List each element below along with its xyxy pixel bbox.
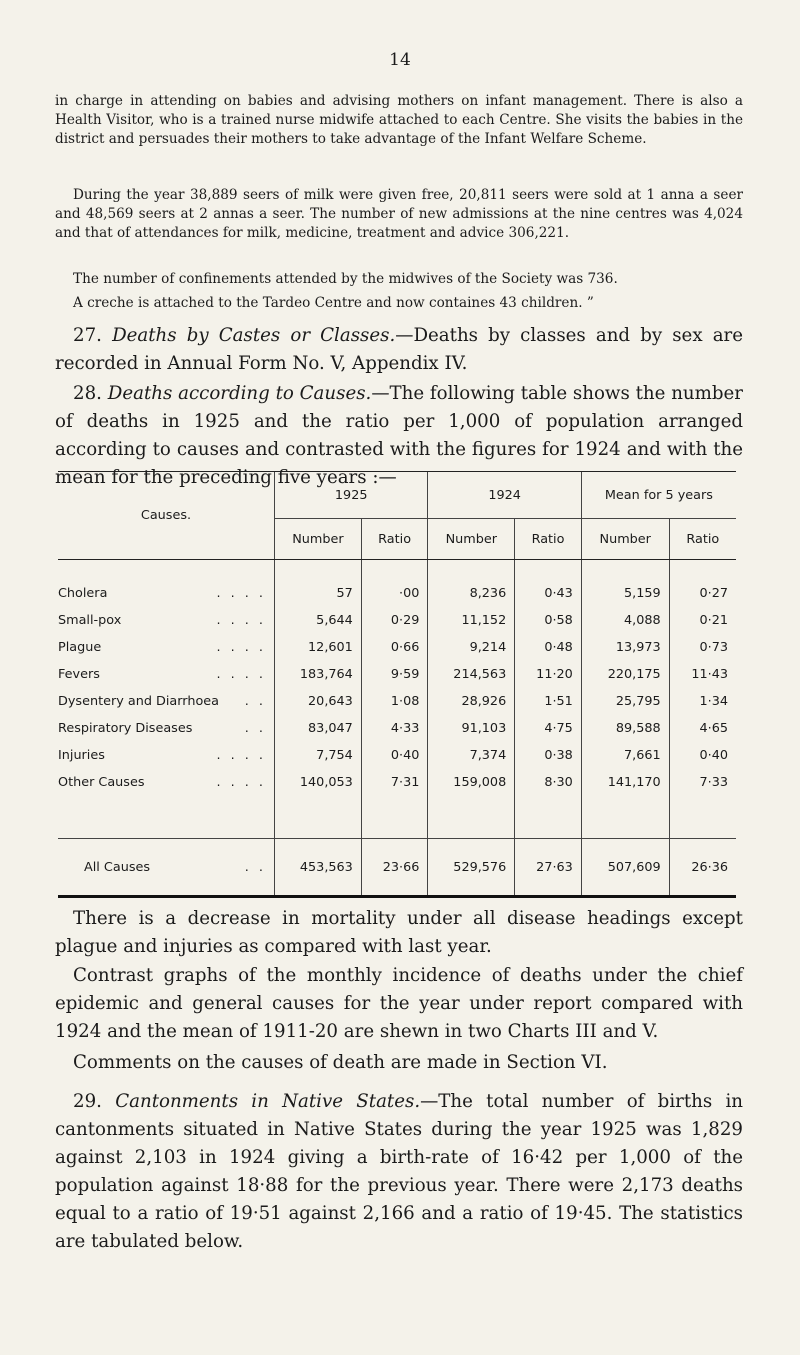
leader-dots: . . . . [216,640,266,655]
value-cell: 20,643 [275,688,362,715]
leader-dots: . . . . [216,586,266,601]
page-number: 14 [389,50,411,70]
cause-label: Other Causes [58,775,145,790]
value-cell: 7,374 [428,742,515,769]
intro-paragraph-1: in charge in attending on babies and advising mothers on infant management. There is also a Health Visitor, who is a trained nurse midwife attached to each Centre. She visits the babies in the district and persuades their mothers to take advantage of the Infant Welfare Scheme. [55,93,743,147]
value-cell: 5,159 [581,580,669,607]
section-28-heading: Deaths according to Causes. [107,383,372,404]
section-28-number: 28. [73,383,102,404]
value-cell: 11·20 [515,661,582,688]
cause-cell [58,607,275,634]
after-table-paragraph-3: Comments on the causes of death are made in Section VI. [73,1052,608,1073]
value-cell: 13,973 [581,634,669,661]
value-cell: 141,170 [581,769,669,796]
section-27-number: 27. [73,325,102,346]
total-value: 453,563 [275,839,362,897]
section-27-heading: Deaths by Castes or Classes. [112,325,396,346]
value-cell: 8,236 [428,580,515,607]
section-29-text: —The total number of births in cantonments situated in Native States during the year 1925 was 1,829 against 2,103 in 1924 giving a birth-rate of 16·42 per 1,000 of the population against 18·88 for the previous year. There were 2,173 deaths equal to a ratio of 19·51 against 2,166 and a ratio of 19·45. The statistics are tabulated below. [55,1091,743,1252]
section-27-text: —Deaths by classes and by sex are recorded in Annual Form No. V, Appendix IV. [55,325,743,374]
value-cell: 1·08 [361,688,428,715]
cause-cell [58,715,275,742]
cause-label: Respiratory Diseases [58,721,193,736]
causes-header: Causes. [58,472,275,560]
group-header-1925: 1925 [275,472,428,519]
after-table-paragraph-2: Contrast graphs of the monthly incidence of deaths under the chief epidemic and general causes for the year under report compared with 1924 and the mean of 1911-20 are shewn in two Charts III and V. [55,965,743,1042]
table-row [58,661,736,688]
intro-paragraph-4: A creche is attached to the Tardeo Centre and now containes 43 children. ” [73,295,594,311]
cause-cell [58,634,275,661]
value-cell: 9·59 [361,661,428,688]
value-cell: 83,047 [275,715,362,742]
table-row [58,634,736,661]
value-cell: 0·58 [515,607,582,634]
value-cell: 0·73 [669,634,736,661]
table-row [58,580,736,607]
total-value: 529,576 [428,839,515,897]
value-cell: 4,088 [581,607,669,634]
value-cell: 0·29 [361,607,428,634]
value-cell: 5,644 [275,607,362,634]
section-27-paragraph [55,322,743,378]
value-cell: 159,008 [428,769,515,796]
section-29-number: 29. [73,1091,102,1112]
value-cell: 0·21 [669,607,736,634]
total-dots: . . [244,859,266,875]
value-cell: 183,764 [275,661,362,688]
value-cell: 4·75 [515,715,582,742]
value-cell: 0·38 [515,742,582,769]
value-cell: 12,601 [275,634,362,661]
leader-dots: . . . . [216,748,266,763]
total-value: 507,609 [581,839,669,897]
deaths-by-cause-table [58,471,736,898]
intro-paragraph-2: During the year 38,889 seers of milk were given free, 20,811 seers were sold at 1 anna a seer and 48,569 seers at 2 annas a seer. The number of new admissions at the nine centres was 4,024 and that of attendances for milk, medicine, treatment and advice 306,221. [55,187,743,241]
cause-label: Dysentery and Diarrhoea [58,694,219,709]
section-29-heading: Cantonments in Native States. [115,1091,421,1112]
total-row [58,839,736,897]
value-cell: 7,661 [581,742,669,769]
value-cell: ·00 [361,580,428,607]
leader-dots: . . . . [216,775,266,790]
value-cell: 9,214 [428,634,515,661]
cause-label: Plague [58,640,102,655]
value-cell: 25,795 [581,688,669,715]
value-cell: 0·40 [361,742,428,769]
cause-cell [58,742,275,769]
group-header-1924: 1924 [428,472,581,519]
value-cell: 7·33 [669,769,736,796]
leader-dots: . . . . [216,613,266,628]
value-cell: 91,103 [428,715,515,742]
table-row [58,742,736,769]
value-cell: 11·43 [669,661,736,688]
table-row [58,688,736,715]
total-cause-label: All Causes [84,859,151,875]
value-cell: 0·48 [515,634,582,661]
value-cell: 8·30 [515,769,582,796]
subheader-number: Number [428,519,515,560]
subheader-ratio: Ratio [669,519,736,560]
cause-label: Injuries [58,748,105,763]
total-value: 27·63 [515,839,582,897]
cause-cell [58,769,275,796]
value-cell: 89,588 [581,715,669,742]
leader-dots: . . [244,721,266,736]
subheader-number: Number [275,519,362,560]
subheader-ratio: Ratio [361,519,428,560]
group-header-mean: Mean for 5 years [581,472,736,519]
value-cell: 140,053 [275,769,362,796]
intro-paragraph-3: The number of confinements attended by the midwives of the Society was 736. [73,271,618,287]
value-cell: 4·33 [361,715,428,742]
after-table-paragraph-1: There is a decrease in mortality under all disease headings except plague and injuries as compared with last year. [55,908,743,957]
total-cause-cell [58,839,275,897]
value-cell: 57 [275,580,362,607]
leader-dots: . . [244,694,266,709]
total-value: 26·36 [669,839,736,897]
value-cell: 0·40 [669,742,736,769]
value-cell: 7·31 [361,769,428,796]
value-cell: 7,754 [275,742,362,769]
value-cell: 0·43 [515,580,582,607]
value-cell: 220,175 [581,661,669,688]
cause-label: Small-pox [58,613,122,628]
section-29-paragraph [55,1088,743,1256]
table-row [58,715,736,742]
subheader-ratio: Ratio [515,519,582,560]
table-row [58,769,736,796]
subheader-number: Number [581,519,669,560]
value-cell: 4·65 [669,715,736,742]
cause-cell [58,580,275,607]
cause-label: Fevers [58,667,100,682]
cause-cell [58,688,275,715]
cause-label: Cholera [58,586,108,601]
total-value: 23·66 [361,839,428,897]
value-cell: 1·34 [669,688,736,715]
table-row [58,607,736,634]
value-cell: 214,563 [428,661,515,688]
value-cell: 0·27 [669,580,736,607]
value-cell: 0·66 [361,634,428,661]
value-cell: 1·51 [515,688,582,715]
value-cell: 28,926 [428,688,515,715]
value-cell: 11,152 [428,607,515,634]
cause-cell [58,661,275,688]
section-28-text: —The following table shows the number of deaths in 1925 and the ratio per 1,000 of population arranged according to causes and contrasted with the figures for 1924 and with the mean for the preceding five years :— [55,383,743,488]
leader-dots: . . . . [216,667,266,682]
